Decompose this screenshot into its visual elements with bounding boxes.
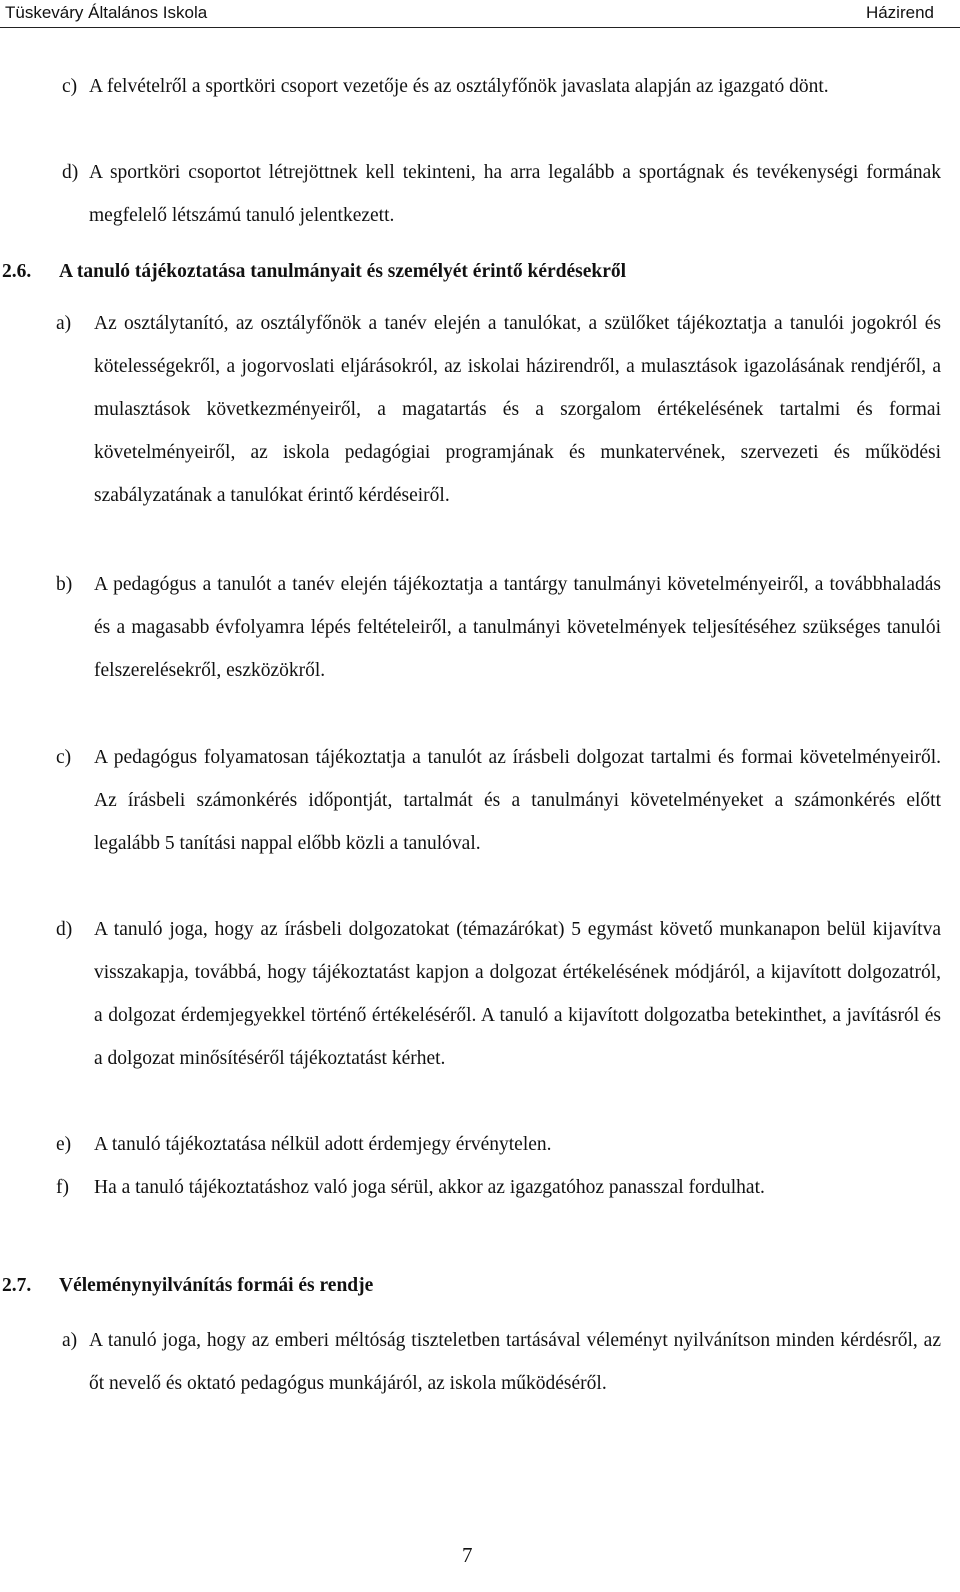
item-label-d: d) xyxy=(62,162,79,183)
item-text-f: Ha a tanuló tájékoztatáshoz való joga sérül, akkor az igazgatóhoz panasszal fordulhat. xyxy=(94,1177,765,1198)
item-text-a2: A tanuló joga, hogy az emberi méltóság tiszteletben tartásával véleményt nyilvánítson minden kérdésről, az őt nevelő és oktató pedagógus munkájáról, az iskola működéséről. xyxy=(89,1330,941,1394)
section-2-6-number: 2.6. xyxy=(2,261,32,282)
item-label-b: b) xyxy=(56,574,73,595)
section-2-7-number: 2.7. xyxy=(2,1275,32,1296)
item-label-e: e) xyxy=(56,1134,72,1155)
item-text-c: A felvételről a sportköri csoport vezetője és az osztályfőnök javaslata alapján az igazgató dönt. xyxy=(89,76,829,97)
section-2-6-title: A tanuló tájékoztatása tanulmányait és személyét érintő kérdésekről xyxy=(59,261,627,282)
header-document-title: Házirend xyxy=(865,3,934,22)
item-text-d2: A tanuló joga, hogy az írásbeli dolgozatokat (témazárókat) 5 egymást követő munkanapon belül kijavítva visszakapja, továbbá, hogy tájékoztatást kapjon a dolgozat értékelésének módjáról, a kijavított dolgozatról, a dolgozat érdemjegyekkel történő értékeléséről. A tanuló a kijavított dolgozatba betekinthet, a javításról és a dolgozat minősítéséről tájékoztatást kérhet. xyxy=(94,919,941,1069)
item-text-a: Az osztálytanító, az osztályfőnök a tanév elején a tanulókat, a szülőket tájékoztatja a tanulói jogokról és kötelességekről, a jogorvoslati eljárásokról, az iskolai házirendről, a mulasztások igazolásának rendjéről, a mulasztások következményeiről, a magatartás és a szorgalom értékelésének tartalmi és formai követelményeiről, az iskola pedagógiai programjának és munkatervének, szervezeti és működési szabályzatának a tanulókat érintő kérdéseiről. xyxy=(94,313,941,506)
item-label-a: a) xyxy=(56,313,72,334)
item-text-e: A tanuló tájékoztatása nélkül adott érdemjegy érvénytelen. xyxy=(94,1134,552,1155)
item-text-c2: A pedagógus folyamatosan tájékoztatja a tanulót az írásbeli dolgozat tartalmi és formai követelményeiről. Az írásbeli számonkérés időpontját, tartalmát és a tanulmányi követelményeket a számonkérés előtt legalább 5 tanítási nappal előbb közli a tanulóval. xyxy=(94,747,941,854)
item-text-d: A sportköri csoportot létrejöttnek kell tekinteni, ha arra legalább a sportágnak és tevékenységi formának megfelelő létszámú tanuló jelentkezett. xyxy=(89,162,941,226)
page-number: 7 xyxy=(462,1543,473,1567)
page-header xyxy=(0,0,960,28)
item-label-f: f) xyxy=(56,1177,69,1198)
header-school-name: Tüskeváry Általános Iskola xyxy=(5,3,208,22)
item-label-c: c) xyxy=(62,76,78,97)
section-2-7-title: Véleménynyilvánítás formái és rendje xyxy=(59,1275,374,1296)
item-label-a2: a) xyxy=(62,1330,78,1351)
item-label-c2: c) xyxy=(56,747,72,768)
item-label-d2: d) xyxy=(56,919,73,940)
item-text-b: A pedagógus a tanulót a tanév elején tájékoztatja a tantárgy tanulmányi követelményeiről, a továbbhaladás és a magasabb évfolyamra lépés feltételeiről, a tanulmányi követelmények teljesítéséhez szükséges tanulói felszerelésekről, eszközökről. xyxy=(94,574,941,681)
